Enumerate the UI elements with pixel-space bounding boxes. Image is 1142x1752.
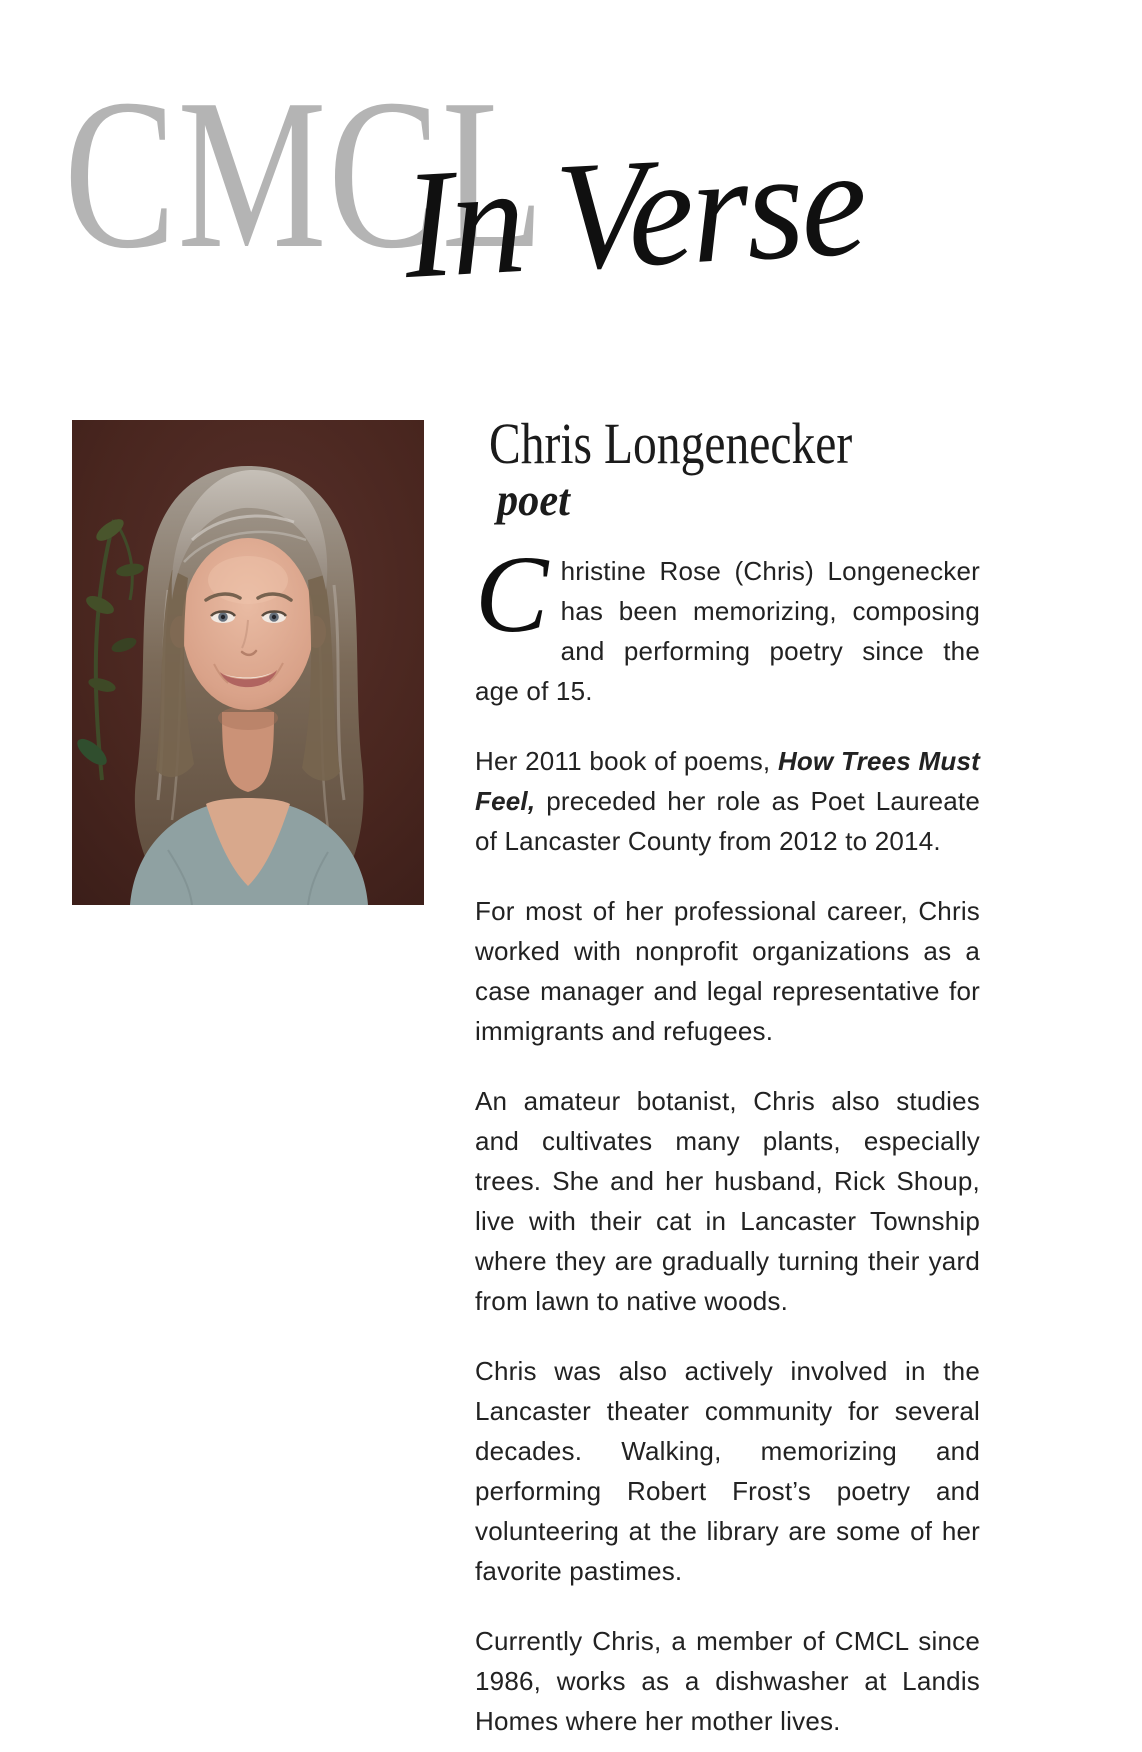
portrait-photo — [72, 420, 424, 905]
in-verse-script: In Verse — [399, 115, 869, 311]
portrait-illustration — [72, 420, 424, 905]
paragraph-text: hristine Rose (Chris) Longenecker has been memorizing, composing and performing poetry since the age of 15. — [475, 555, 980, 706]
bio-paragraph-4: An amateur botanist, Chris also studies and cultivates many plants, especially trees. She and her husband, Rick Shoup, live with their cat in Lancaster Township where they are gradually turning their yard from lawn to native woods. — [475, 1085, 980, 1316]
cmcl-wordmark: CMCL — [64, 54, 546, 293]
bio-paragraph-3: For most of her professional career, Chris worked with nonprofit organizations as a case manager and legal representative for immigrants and refugees. — [475, 895, 980, 1046]
bio-paragraph-6: Currently Chris, a member of CMCL since 1986, works as a dishwasher at Landis Homes where her mother lives. — [475, 1625, 980, 1736]
bio-paragraph-2 — [475, 741, 980, 861]
poet-name: Chris Longenecker — [489, 411, 853, 476]
drop-cap: C — [475, 532, 549, 655]
bio-content — [475, 411, 980, 1741]
paragraph-text: preceded her role as Poet Laureate of Lancaster County from 2012 to 2014. — [475, 785, 980, 856]
poet-role: poet — [497, 473, 570, 525]
bio-paragraph-1 — [475, 532, 980, 711]
bio-paragraph-5: Chris was also actively involved in the Lancaster theater community for several decades. Walking, memorizing and performing Robert Frost’s poetry and volunteering at the library are some of her favorite pastimes. — [475, 1355, 980, 1586]
book-title: How Trees Must Feel, — [475, 745, 980, 816]
paragraph-text: Her 2011 book of poems, — [475, 745, 778, 776]
